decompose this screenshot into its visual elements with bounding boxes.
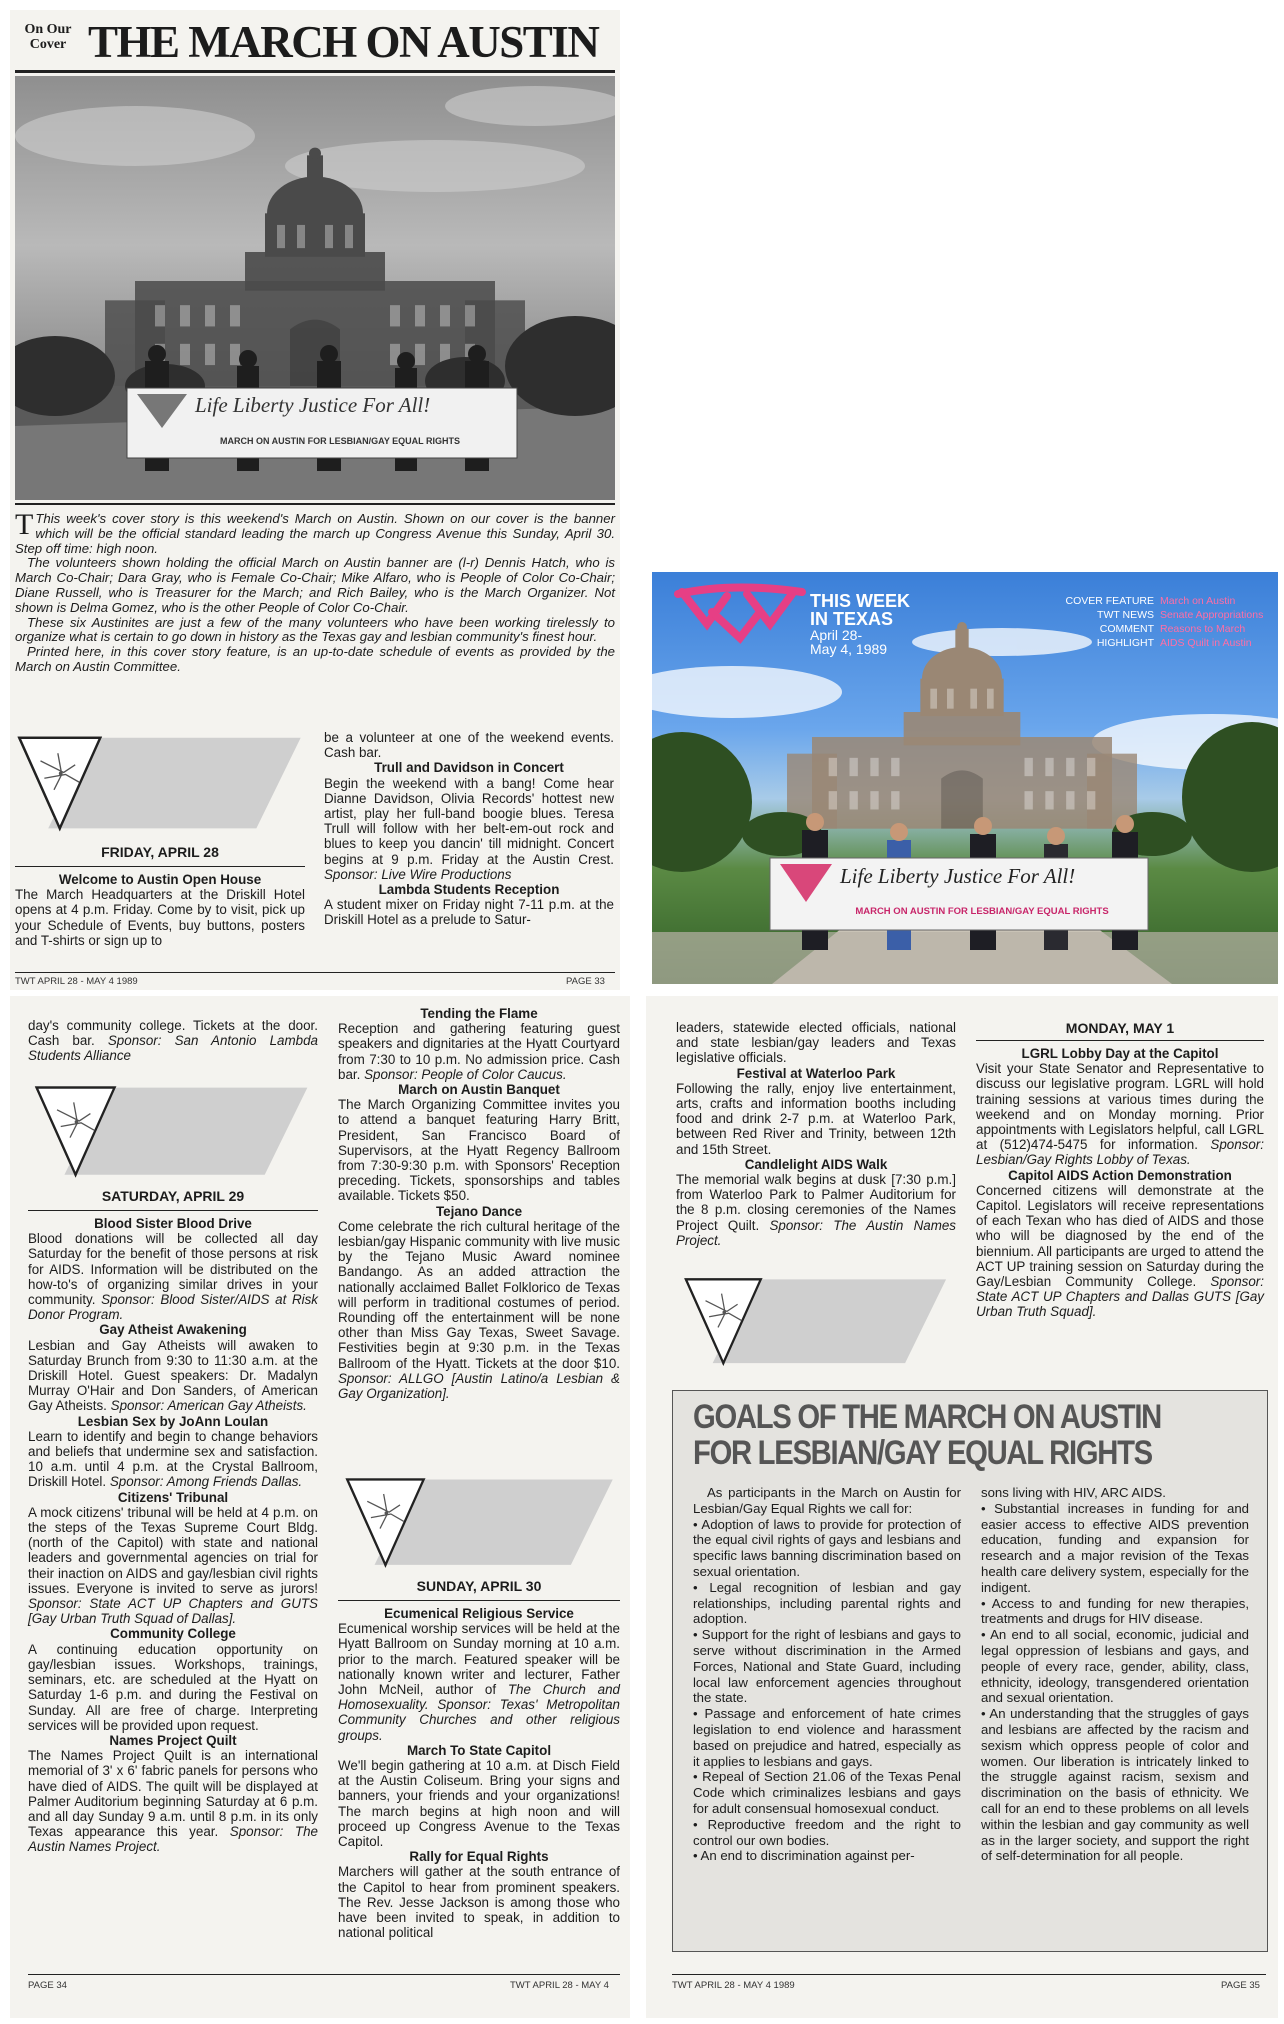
on-our-cover-kicker: On Our Cover [24, 22, 72, 52]
cover-color [652, 572, 1278, 984]
cover-nav [1042, 594, 1272, 650]
event-title: Lesbian Sex by JoAnn Loulan [77, 1413, 269, 1429]
event-title: Tejano Dance [435, 1203, 523, 1219]
event-title: Welcome to Austin Open House [58, 872, 262, 887]
event-title: Rally for Equal Rights [409, 1849, 549, 1865]
photo-banner-slogan: Life Liberty Justice For All! [195, 393, 431, 417]
capitol-photo-bw [15, 76, 615, 500]
march-logo [26, 1082, 318, 1184]
saturday-header: SATURDAY, APRIL 29 [101, 1188, 245, 1204]
footer-issue: TWT APRIL 28 - MAY 4 1989 [672, 1980, 795, 1991]
footer-issue: TWT APRIL 28 - MAY 4 1989 [15, 976, 138, 987]
event-title: Community College [110, 1626, 236, 1642]
event-title: LGRL Lobby Day at the Capitol [1021, 1046, 1219, 1061]
event-title: Candlelight AIDS Walk [744, 1156, 888, 1172]
monday-header: MONDAY, MAY 1 [1065, 1020, 1175, 1036]
footer-page-number: PAGE 33 [566, 976, 605, 987]
masthead-title: THIS WEEK IN TEXAS April 28- May 4, 1989 [810, 591, 911, 657]
cover-banner-slogan: Life Liberty Justice For All! [840, 864, 1076, 888]
event-title: Names Project Quilt [109, 1732, 237, 1748]
goals-right-column: sons living with HIV, ARC AIDS. • Substantial increases in funding for and easier access to effective AIDS prevention education, funding and expansion for research and a major revision of the Texas health care delivery system, especially for the indigent. • Access to and funding for new therapies, treatments and drugs for HIV disease. • An end to all social, economic, judicial and legal oppression of lesbians and gays, and people of every race, gender, ability, class, ethnicity, ideology, transgendered orientation and sexual orientation. • An understanding that the struggles of gays and lesbians are affected by the racism and sexism which oppress people of color and women. Our liberation is intricately linked to the struggle against racism, sexism and discrimination on the basis of ethnicity. We call for an end to these problems on all levels within the lesbian and gay community as well as in the larger society, and support the right of self-determination for all people. [981, 1485, 1249, 1864]
column-1-events: Blood Sister Blood Drive Blood donations will be collected all day Saturday for the benefit of those persons at risk for AIDS. Information will be distributed on the how-to's of organizing similar drives in your community. Sponsor: Blood Sister/AIDS at Risk Donor Program. Gay Atheist Awakening Lesbian and Gay Atheists will awaken to Saturday Brunch from 9:30 to 11:30 a.m. at the Driskill Hotel. Guest speakers: Dr. Madalyn Murray O'Hair and Don Sanders, of American Gay Atheists. Sponsor: American Gay Atheists. Lesbian Sex by JoAnn Loulan Learn to identify and begin to change behaviors and beliefs that undermine sex and satisfaction. 10 a.m. until 4 p.m. at the Crystal Ballroom, Driskill Hotel. Sponsor: Among Friends Dallas. Citizens' Tribunal A mock citizens' tribunal will be held at 4 p.m. on the steps of the Texas Supreme Court Bldg. (north of the Capitol) with state and national leaders and governmental agencies on trial for their inaction on AIDS and gay/lesbian civil rights issues. Everyone is invited to serve as jurors! Sponsor: State ACT UP Chapters and GUTS [Gay Urban Truth Squad of Dallas]. Community College A continuing education opportunity on gay/lesbian issues. Workshops, trainings, seminars, etc. are scheduled at the Hyatt on Saturday 1-6 p.m. and during the Festival on Sunday. All are free of charge. Interpreting services will be provided upon request. Names Project Quilt The Names Project Quilt is an international memorial of 3' x 6' fabric panels for persons who have died of AIDS. The quilt will be displayed at Palmer Auditorium beginning Saturday at 6 p.m. and all day Sunday 9 a.m. until 8 p.m. in its only Texas appearance this year. Sponsor: The Austin Names Project. [28, 1216, 318, 1855]
cover-story-intro: T This week's cover story is this weekend's March on Austin. Shown on our cover is the banner which will be the official standard leading the march up Congress Avenue this Sunday, April 30. Step off time: high noon. The volunteers shown holding the official March on Austin banner are (l-r) Dennis Hatch, who is March Co-Chair; Dara Gray, who is Female Co-Chair; Mike Alfaro, who is People of Color Co-Chair; Diane Russell, who is Treasurer for the March; and Rich Bailey, who is the March Organizer. Not shown is Delma Gomez, who is the other People of Color Co-Chair. These six Austinites are just a few of the many volunteers who have been working tirelessly to organize what is certain to go down in history as the Texas gay and lesbian community's finest hour. Printed here, in this cover story feature, is an up-to-date schedule of events as provided by the March on Austin Committee. [15, 508, 615, 674]
march-logo [674, 1274, 958, 1372]
march-logo [336, 1474, 624, 1574]
footer-page-number: PAGE 34 [28, 1980, 67, 1991]
event-title: Tending the Flame [420, 1006, 538, 1021]
event-title: Lambda Students Reception [378, 882, 560, 898]
column-1: leaders, statewide elected officials, national and state lesbian/gay leaders and Texas legislative officials. Festival at Waterloo Park Following the rally, enjoy live entertainment, arts, crafts and information booths including food and drink 2-7 p.m. at Waterloo Park, between Red River and Trinity, between 12th and 15th Street. Candlelight AIDS Walk The memorial walk begins at dusk [7:30 p.m.] from Waterloo Park to Palmer Auditorium for the 8 p.m. closing ceremonies of the Names Project Quilt. Sponsor: The Austin Names Project. [676, 1020, 956, 1248]
footer-page-number: PAGE 35 [1221, 1980, 1260, 1991]
cover-nav-item: TWT NEWS Senate Appropriations [1097, 609, 1264, 621]
column-2: LGRL Lobby Day at the Capitol Visit your State Senator and Representative to discuss our legislative program. LGRL will hold training sessions at various times during the weekend and on Monday morning. Prior appointments with Legislators helpful, call LGRL at (512)474-5475 for information. Sponsor: Lesbian/Gay Rights Lobby of Texas. Capitol AIDS Action Demonstration Concerned citizens will demonstrate at the Capitol. Legislators will receive representations of each Texan who has died of AIDS and those who will be diagnosed by the end of the biennium. All participants are urged to attend the ACT UP training session on Saturday during the Gay/Lesbian Community College. Sponsor: State ACT UP Chapters and Dallas GUTS [Gay Urban Truth Squad]. [976, 1046, 1264, 1320]
sunday-header: SUNDAY, APRIL 30 [416, 1578, 542, 1594]
goals-box [672, 1390, 1268, 1952]
event-title: Ecumenical Religious Service [384, 1606, 574, 1621]
cover-nav-item: COVER FEATURE March on Austin [1065, 595, 1236, 607]
column-2-events: Ecumenical Religious Service Ecumenical worship services will be held at the Hyatt Ballroom on Sunday morning at 10 a.m. prior to the march. Featured speaker will be nationally known writer and lecturer, Father John McNeil, author of The Church and Homosexuality. Sponsor: Texas' Metropolitan Community Churches and other religious groups. March To State Capitol We'll begin gathering at 10 a.m. at Disch Field at the Austin Coliseum. Bring your signs and banners, your friends and your organizations! The march begins at high noon and will proceed up Congress Avenue to the Texas Capitol. Rally for Equal Rights Marchers will gather at the south entrance of the Capitol to hear from prominent speakers. The Rev. Jesse Jackson is among those who have been invited to speak, in addition to national political [338, 1606, 620, 1941]
page-35 [646, 996, 1278, 2018]
goals-title: GOALS OF THE MARCH ON AUSTIN FOR LESBIAN/GAY EQUAL RIGHTS [693, 1398, 1161, 1472]
event-title: Capitol AIDS Action Demonstration [1008, 1167, 1232, 1183]
event-title: March To State Capitol [406, 1742, 552, 1758]
column-1: day's community college. Tickets at the door. Cash bar. Sponsor: San Antonio Lambda Students Alliance [28, 1018, 318, 1064]
column-2: be a volunteer at one of the weekend events. Cash bar. Trull and Davidson in Concert Begin the weekend with a bang! Come hear Dianne Davidson, Olivia Records' hottest new artist, play her full-band boogie blues. Teresa Trull will follow with her belt-em-out rock and blues to keep you dancin' till midnight. Concert begins at 9 p.m. Friday at the Austin Crest. Sponsor: Live Wire Productions Lambda Students Reception A student mixer on Friday night 7-11 p.m. at the Driskill Hotel as a prelude to Satur- [324, 730, 614, 928]
event-title: Blood Sister Blood Drive [94, 1216, 252, 1231]
cover-banner-subtitle: MARCH ON AUSTIN FOR LESBIAN/GAY EQUAL RIGHTS [855, 906, 1109, 917]
page-34 [10, 996, 630, 2018]
column-2: Tending the Flame Reception and gathering featuring guest speakers and dignitaries at the Hyatt Courtyard from 7:30 to 10 p.m. No admission price. Cash bar. Sponsor: People of Color Caucus. March on Austin Banquet The March Organizing Committee invites you to attend a banquet featuring Harry Britt, President, San Francisco Board of Supervisors, at the Hyatt Regency Ballroom from 7:30-9:30 p.m. with Sponsors' Reception preceding. Tickets, sponsorships and tables available. Tickets $50. Tejano Dance Come celebrate the rich cultural heritage of the lesbian/gay Hispanic community with live music by the Tejano Music Award nominee Bandango. As an added attraction the nationally acclaimed Ballet Folklorico de Texas will perform in traditional costumes of period. Rounding off the entertainment will be none other than Miss Gay Texas, Sweet Savage. Festivities begin at 9:30 p.m. in the Texas Ballroom of the Hyatt. Tickets at the door $10. Sponsor: ALLGO [Austin Latino/a Lesbian & Gay Organization]. [338, 1006, 620, 1402]
event-title: Citizens' Tribunal [117, 1489, 229, 1505]
photo-banner-subtitle: MARCH ON AUSTIN FOR LESBIAN/GAY EQUAL RIGHTS [219, 436, 461, 446]
cover-nav-item: HIGHLIGHT AIDS Quilt in Austin [1096, 637, 1252, 649]
event-title: March on Austin Banquet [398, 1082, 560, 1098]
goals-left-column: As participants in the March on Austin for Lesbian/Gay Equal Rights we call for: • Adoption of laws to provide for protection of the equal civil rights of gays and lesbians and specific laws banning discrimination based on sexual orientation. • Legal recognition of lesbian and gay relationships, including parental rights and adoption. • Support for the right of lesbians and gays to serve without discrimination in the Armed Forces, National and State Guard, including local law enforcement agencies throughout the state. • Passage and enforcement of hate crimes legislation to end violence and harassment based on prejudice and hatred, especially as it applies to lesbians and gays. • Repeal of Section 21.06 of the Texas Penal Code which criminalizes lesbians and gays for adult consensual homosexual conduct. • Reproductive freedom and the right to control our own bodies. • An end to discrimination against per- [693, 1485, 961, 1864]
event-title: Festival at Waterloo Park [736, 1065, 896, 1081]
footer-issue: TWT APRIL 28 - MAY 4 [510, 1980, 609, 1991]
friday-header: FRIDAY, APRIL 28 [101, 844, 219, 860]
page-33 [10, 10, 620, 990]
cover-nav-item: COMMENT Reasons to March [1099, 623, 1246, 635]
march-logo [12, 732, 308, 838]
page-headline: THE MARCH ON AUSTIN [88, 17, 599, 67]
column-1: Welcome to Austin Open House The March Headquarters at the Driskill Hotel opens at 4 p.m. Friday. Come by to visit, pick up your Schedule of Events, buy buttons, posters and T-shirts or sign up to [15, 872, 305, 948]
event-title: Gay Atheist Awakening [99, 1322, 247, 1338]
event-title: Trull and Davidson in Concert [374, 760, 564, 776]
